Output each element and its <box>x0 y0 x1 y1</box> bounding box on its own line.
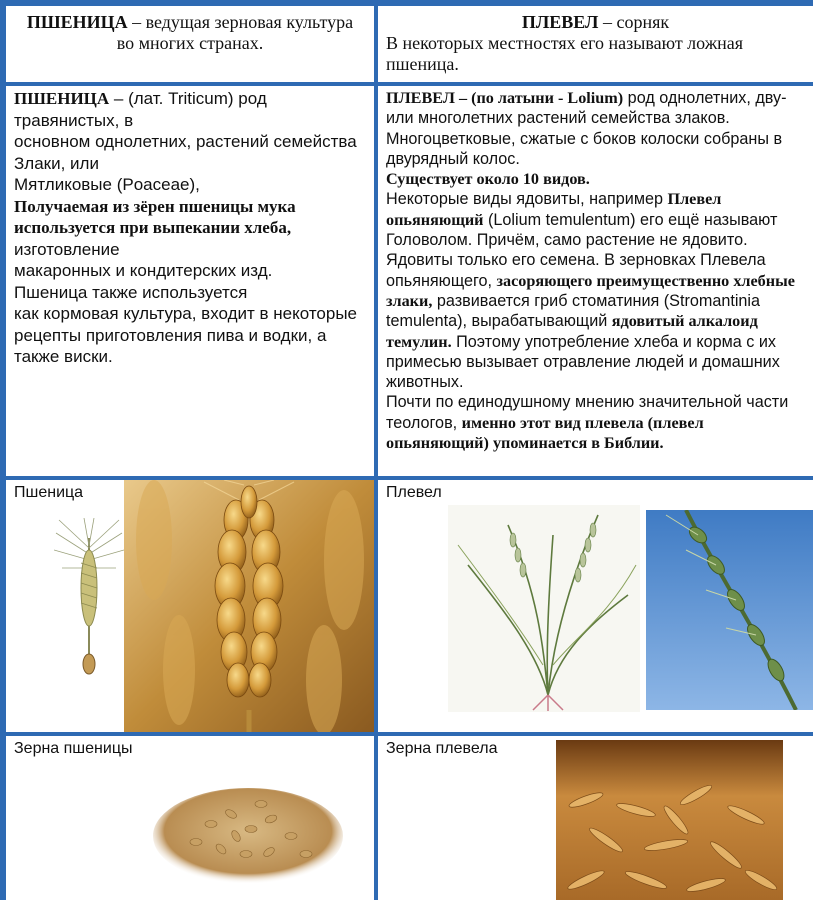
wheat-desc-l6: Пшеница также используется <box>14 282 248 302</box>
wheat-description <box>6 86 374 368</box>
tare-grains-image <box>556 740 783 900</box>
wheat-photo-image <box>124 480 374 732</box>
tare-desc-species: Существует около 10 видов. <box>386 170 590 189</box>
tare-desc-b5: именно этот вид плевела (плевел опьяняющий) упоминается в Библии. <box>386 413 704 453</box>
wheat-seed-sketch-image <box>80 648 98 676</box>
wheat-header-subtitle: – ведущая зерновая культура во многих странах. <box>116 12 354 53</box>
wheat-header-title: ПШЕНИЦА <box>26 12 128 32</box>
tare-name: ПЛЕВЕЛ – (по латыни - Lolium) <box>386 89 624 107</box>
tare-photo-image <box>646 510 813 710</box>
tare-header-note: В некоторых местностях его называют ложная пшеница. <box>386 33 744 74</box>
tare-desc-l4: развивается гриб стоматиния (Stromantinia temulenta), вырабатывающий <box>386 291 761 331</box>
wheat-desc-l3: Мятликовые (Poaceae), <box>14 175 200 194</box>
tare-desc-l6: Почти по единодушному мнению значительной части теологов, <box>386 393 789 432</box>
tare-description <box>378 86 813 453</box>
tare-plant-cell <box>378 480 813 732</box>
tare-sketch-image <box>448 505 640 712</box>
tare-header-cell <box>378 6 813 82</box>
wheat-desc-l5: макаронных и кондитерских изд. <box>14 261 273 280</box>
tare-header-title: ПЛЕВЕЛ <box>521 12 599 32</box>
wheat-desc-bold: Получаемая из зёрен пшеницы мука используется при выпекании хлеба, <box>14 196 296 237</box>
tare-description-cell <box>378 86 813 476</box>
tare-plant-caption: Плевел <box>386 484 442 501</box>
wheat-desc-l1: – (лат. Triticum) род травянистых, в <box>14 89 267 130</box>
tare-desc-l3: (Lolium temulentum) его ещё называют Головолом. Причём, само растение не ядовито. Ядовиты только его семена. В зерновках Плевела опьяняющего, <box>386 210 778 290</box>
tare-desc-b2: Плевел опьяняющий <box>386 190 722 229</box>
wheat-header <box>6 6 374 54</box>
wheat-desc-l7: как кормовая культура, входит в некоторые рецепты приготовления пива и водки, а также виски. <box>14 304 358 366</box>
tare-desc-b3: засоряющего преимущественно хлебные злаки, <box>386 271 795 310</box>
tare-desc-l1: род однолетних, дву- или многолетних растений семейства злаков. Многоцветковые, сжатые с боков колоски собраны в двурядный колос. <box>386 89 787 168</box>
tare-grain-caption: Зерна плевела <box>386 740 498 757</box>
wheat-plant-caption: Пшеница <box>14 484 84 501</box>
wheat-grain-cell <box>6 736 374 900</box>
tare-desc-b4: ядовитый алкалоид темулин. <box>386 312 758 351</box>
tare-header <box>378 6 813 75</box>
wheat-plant-cell <box>6 480 374 732</box>
wheat-grain-caption: Зерна пшеницы <box>14 740 133 757</box>
wheat-desc-l4: изготовление <box>14 239 120 259</box>
tare-header-subtitle: – сорняк <box>598 12 670 32</box>
tare-desc-l5: Поэтому употребление хлеба и корма с их примесью вызывает отравление людей и домашних животных. <box>386 332 780 392</box>
tare-grain-cell <box>378 736 813 900</box>
wheat-name: ПШЕНИЦА <box>14 89 110 108</box>
wheat-description-cell <box>6 86 374 476</box>
wheat-grains-image <box>151 774 346 889</box>
wheat-desc-l2: основном однолетних, растений семейства Злаки, или <box>14 132 357 173</box>
wheat-header-cell <box>6 6 374 82</box>
tare-desc-l2: Некоторые виды ядовиты, например <box>386 190 668 209</box>
